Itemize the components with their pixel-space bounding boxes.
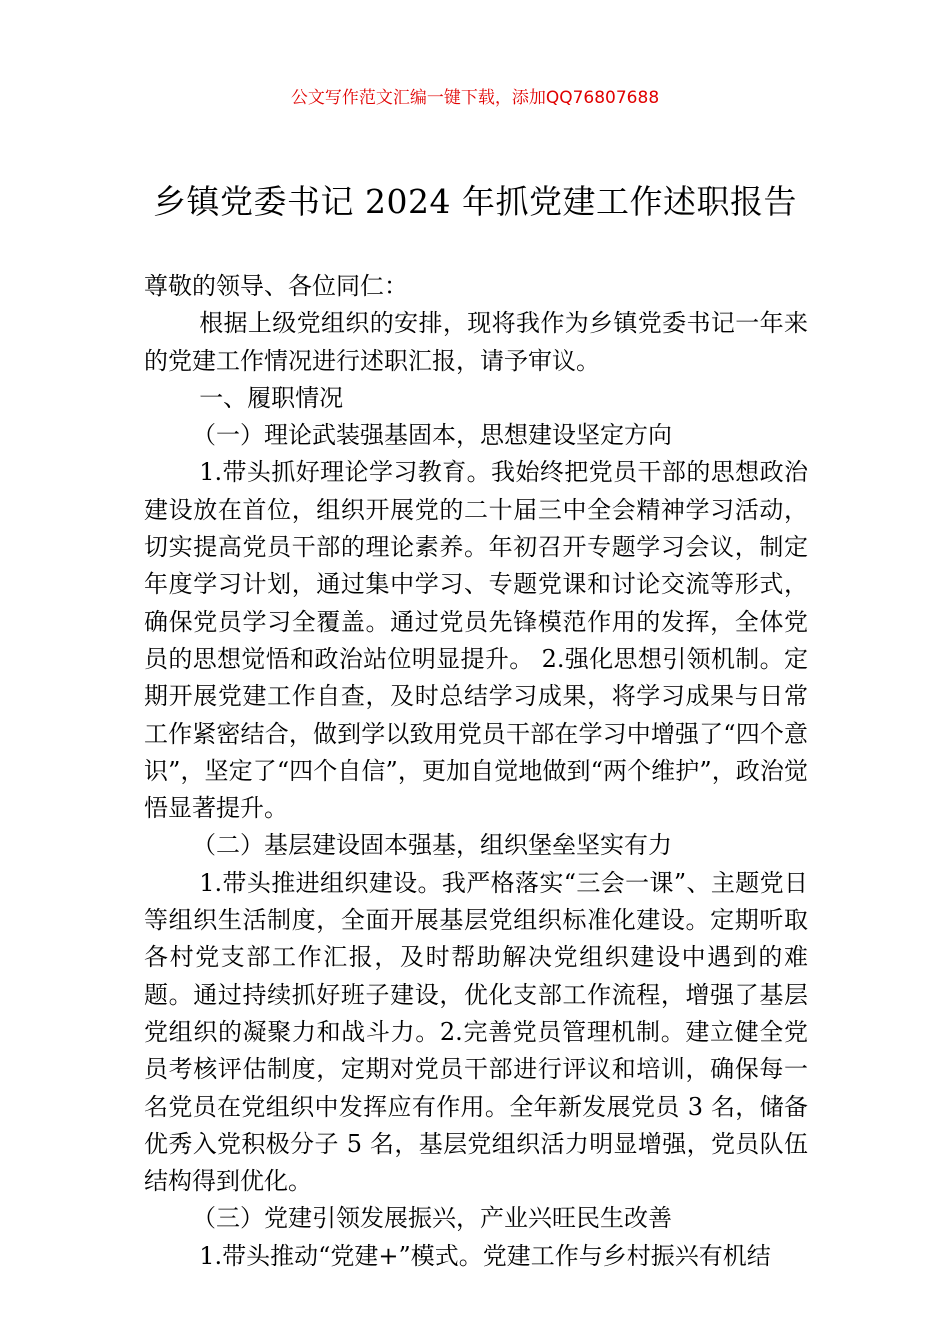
subsection-heading-3: （三）党建引领发展振兴，产业兴旺民生改善 — [192, 1204, 672, 1233]
header-note: 公文写作范文汇编一键下载，添加QQ76807688 — [290, 88, 660, 108]
section-heading: 一、履职情况 — [199, 383, 344, 412]
subsection-body-3: 1.带头推动“党建+”模式。党建工作与乡村振兴有机结 — [199, 1241, 771, 1270]
intro-paragraph: 根据上级党组织的安排，现将我作为乡镇党委书记一年来的党建工作情况进行述职汇报，请予审议。 — [144, 309, 808, 375]
subsection-heading-1: （一）理论武装强基固本，思想建设坚定方向 — [192, 421, 672, 450]
subsection-body-2: 1.带头推进组织建设。我严格落实“三会一课”、主题党日等组织生活制度，全面开展基层党组织标准化建设。定期听取各村党支部工作汇报，及时帮助解决党组织建设中遇到的难题。通过持续抓好班子建设，优化支部工作流程，增强了基层党组织的凝聚力和战斗力。2.完善党员管理机制。建立健全党员考核评估制度，定期对党员干部进行评议和培训，确保每一名党员在党组织中发挥应有作用。全年新发展党员 3 名，储备优秀入党积极分子 5 名，基层党组织活力明显增强，党员队伍结构得到优化。 — [144, 868, 808, 1196]
subsection-heading-2: （二）基层建设固本强基，组织堡垒坚实有力 — [192, 831, 672, 860]
salutation: 尊敬的领导、各位同仁： — [144, 272, 408, 300]
document-title: 乡镇党委书记 2024 年抓党建工作述职报告 — [153, 182, 797, 221]
subsection-body-1: 1.带头抓好理论学习教育。我始终把党员干部的思想政治建设放在首位，组织开展党的二十届三中全会精神学习活动，切实提高党员干部的理论素养。年初召开专题学习会议，制定年度学习计划，通过集中学习、专题党课和讨论交流等形式，确保党员学习全覆盖。通过党员先锋模范作用的发挥，全体党员的思想觉悟和政治站位明显提升。 2.强化思想引领机制。定期开展党建工作自查，及时总结学习成果，将学习成果与日常工作紧密结合，做到学以致用党员干部在学习中增强了“四个意识”，坚定了“四个自信”，更加自觉地做到“两个维护”，政治觉悟显著提升。 — [144, 458, 808, 823]
document-body — [144, 268, 808, 1275]
